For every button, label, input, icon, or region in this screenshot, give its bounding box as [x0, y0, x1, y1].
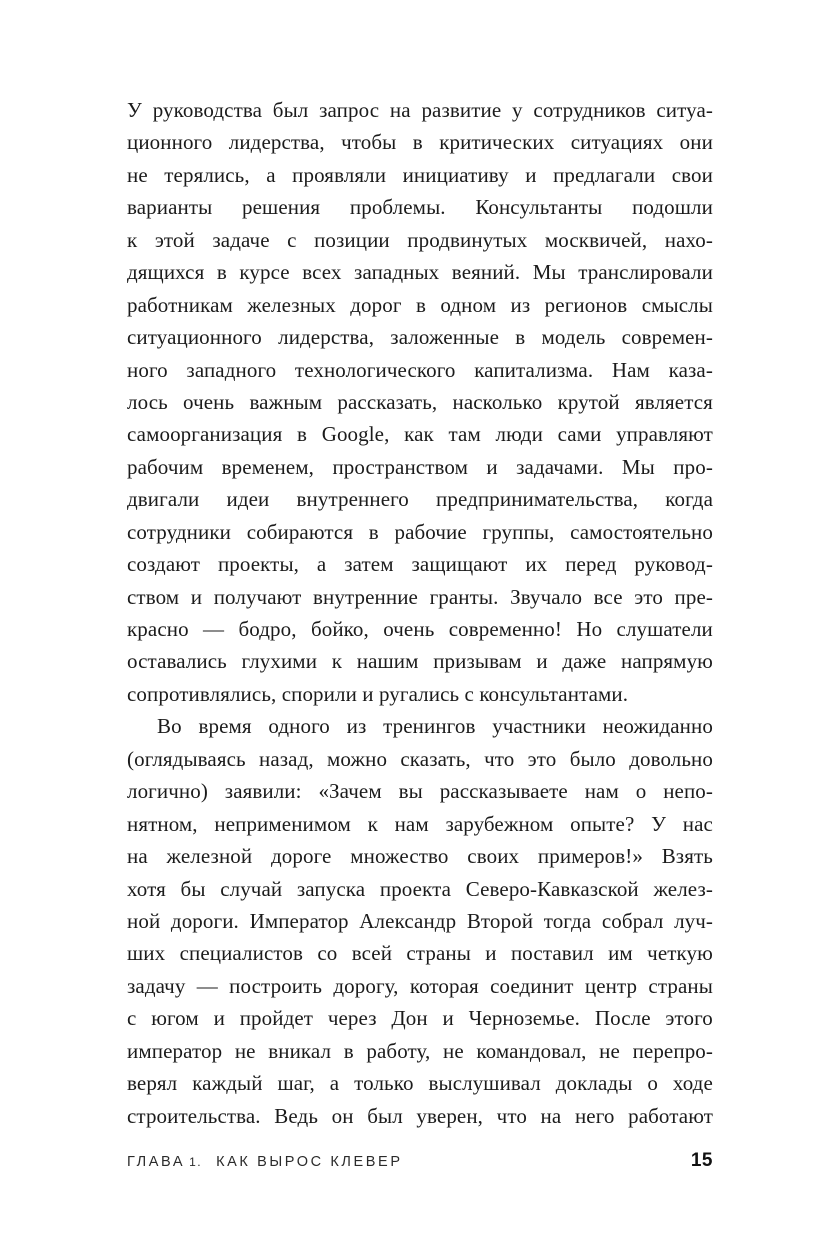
text-line: верял каждый шаг, а только выслушивал доклады о ходе: [127, 1071, 713, 1096]
text-line: ционного лидерства, чтобы в критических ситуациях они: [127, 130, 713, 155]
text-line: самоорганизация в Google, как там люди сами управляют: [127, 422, 713, 447]
text-line: варианты решения проблемы. Консультанты подошли: [127, 195, 713, 220]
text-line: У руководства был запрос на развитие у сотрудников ситуа-: [127, 98, 713, 122]
text-line: хотя бы случай запуска проекта Северо-Кавказской желез-: [127, 876, 713, 901]
text-line: на железной дороге множество своих примеров!» Взять: [127, 844, 713, 869]
text-line: ного западного технологического капитализма. Нам каза-: [127, 357, 713, 382]
text-line: задачу — построить дорогу, которая соединит центр страны: [127, 973, 713, 998]
text-line: нятном, неприменимом к нам зарубежном опыте? У нас: [127, 811, 713, 836]
text-line: с югом и пройдет через Дон и Черноземье. После этого: [127, 1006, 713, 1031]
text-line: создают проекты, а затем защищают их перед руковод-: [127, 552, 713, 577]
text-line: работникам железных дорог в одном из регионов смыслы: [127, 292, 713, 317]
text-line: оставались глухими к нашим призывам и даже напрямую: [127, 649, 713, 674]
running-head: [127, 1154, 403, 1170]
chapter-label: ГЛАВА: [127, 1154, 186, 1170]
text-line: рабочим временем, пространством и задачами. Мы про-: [127, 454, 713, 479]
text-line: сопротивлялись, спорили и ругались с консультантами.: [127, 681, 629, 706]
body-text: [127, 94, 713, 1132]
text-line: дящихся в курсе всех западных веяний. Мы транслировали: [127, 260, 713, 285]
text-line: ством и получают внутренние гранты. Звучало все это пре-: [127, 584, 713, 609]
text-line: логично) заявили: «Зачем вы рассказываете нам о непо-: [127, 779, 713, 804]
text-line: сотрудники собираются в рабочие группы, самостоятельно: [127, 519, 713, 544]
text-line: лось очень важным рассказать, насколько крутой является: [127, 389, 713, 414]
text-line: ситуационного лидерства, заложенные в модель современ-: [127, 325, 713, 350]
text-line: красно — бодро, бойко, очень современно! Но слушатели: [127, 617, 713, 641]
text-line: император не вникал в работу, не командовал, не перепро-: [127, 1038, 713, 1063]
text-line: к этой задаче с позиции продвинутых москвичей, нахо-: [127, 227, 713, 252]
text-line: двигали идеи внутреннего предпринимательства, когда: [127, 487, 713, 512]
page-number: 15: [690, 1150, 713, 1171]
text-line: не терялись, а проявляли инициативу и предлагали свои: [127, 162, 713, 187]
page-footer: [127, 1150, 713, 1172]
chapter-title: КАК ВЫРОС КЛЕВЕР: [216, 1154, 403, 1170]
text-line: Во время одного из тренингов участники неожиданно: [157, 714, 713, 739]
text-line: ной дороги. Император Александр Второй тогда собрал луч-: [127, 908, 713, 933]
chapter-number: 1.: [189, 1155, 203, 1169]
text-line: (оглядываясь назад, можно сказать, что это было довольно: [127, 746, 713, 771]
text-line: строительства. Ведь он был уверен, что на него работают: [127, 1103, 713, 1128]
text-line: ших специалистов со всей страны и поставил им четкую: [127, 941, 713, 966]
